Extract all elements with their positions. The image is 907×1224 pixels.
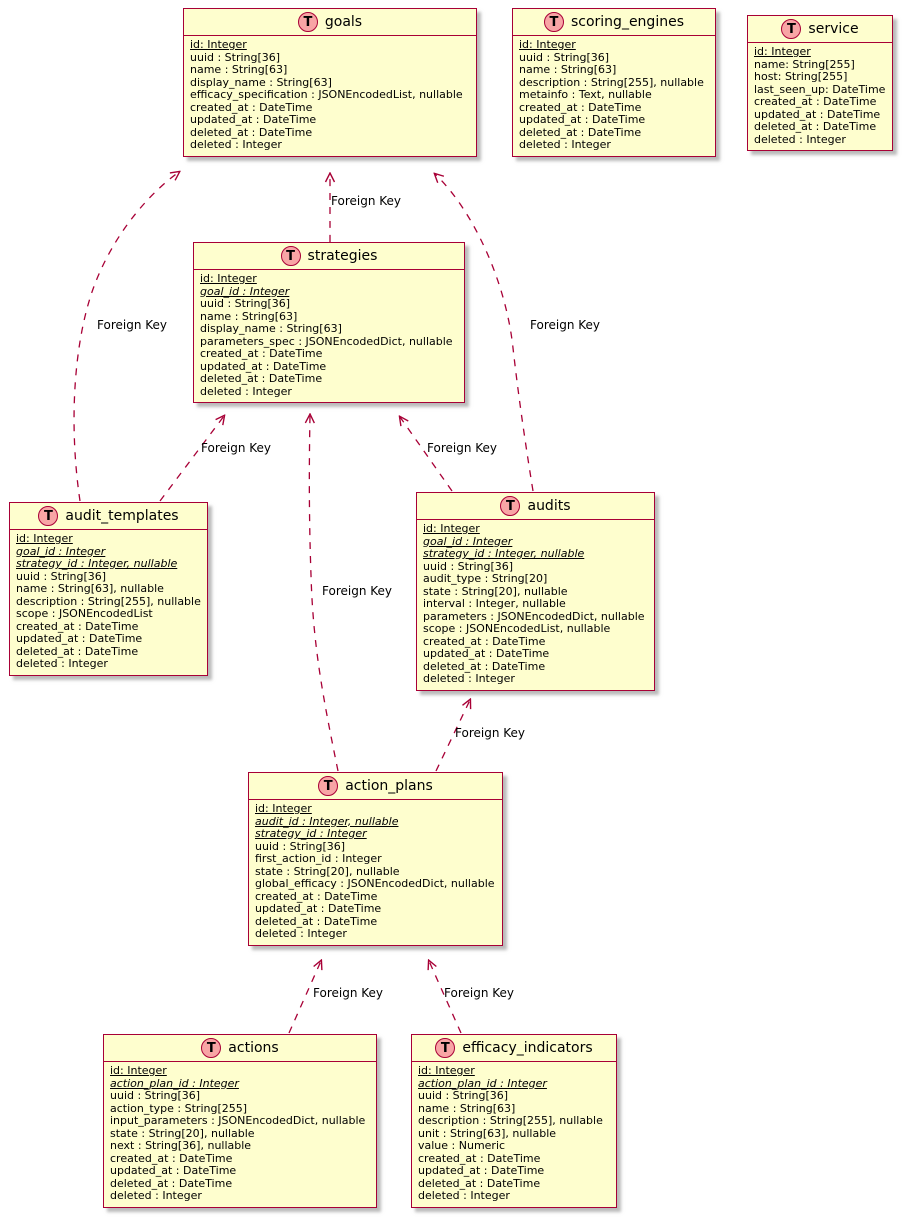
attribute-row-plain: deleted_at : DateTime: [200, 372, 323, 385]
table-efficacy_indicators: [411, 1034, 617, 1208]
attribute-row-plain: deleted_at : DateTime: [423, 659, 546, 673]
attribute-row-plain: deleted : Integer: [423, 672, 515, 685]
attribute-row-plain: updated_at : DateTime: [110, 1164, 237, 1177]
table-header: [194, 243, 464, 270]
attribute-row-plain: deleted : Integer: [519, 138, 611, 151]
attribute-row-plain: uuid : String[36]: [190, 50, 281, 64]
attribute-row-plain: last_seen_up: DateTime: [754, 82, 886, 96]
edge-label-efficacy_indicators-action_plans: Foreign Key: [444, 986, 514, 1000]
table-header: [412, 1035, 616, 1062]
attribute-row-plain: deleted_at : DateTime: [16, 644, 139, 658]
edge-label-action_plans-audits: Foreign Key: [455, 726, 525, 740]
attribute-row-plain: next : String[36], nullable: [110, 1139, 252, 1152]
attribute-row-plain: name: String[255]: [754, 57, 855, 71]
attribute-row-plain: created_at : DateTime: [423, 634, 546, 648]
attribute-row-plain: created_at : DateTime: [519, 100, 642, 114]
attribute-row-plain: uuid : String[36]: [255, 839, 346, 853]
attribute-row-fk: audit_id : Integer, nullable: [255, 814, 399, 828]
table-header: [184, 9, 476, 36]
attribute-row-fk: goal_id : Integer: [16, 544, 106, 558]
table-body: [412, 1062, 616, 1207]
table-title: audit_templates: [65, 508, 179, 524]
attribute-row-pk: id: Integer: [519, 38, 576, 51]
attribute-row-pk: id: Integer: [754, 45, 811, 58]
table-body: [748, 43, 892, 150]
table-header: [10, 503, 207, 530]
table-body: [249, 800, 502, 945]
attribute-row-plain: updated_at : DateTime: [423, 647, 550, 660]
table-header: [417, 493, 654, 520]
attribute-row-fk: action_plan_id : Integer: [418, 1076, 547, 1090]
attribute-row-plain: updated_at : DateTime: [418, 1164, 545, 1177]
attribute-row-plain: input_parameters : JSONEncodedDict, nullable: [110, 1114, 366, 1127]
attribute-row-plain: interval : Integer, nullable: [423, 597, 566, 610]
table-icon: T: [318, 776, 338, 796]
edge-label-actions-action_plans: Foreign Key: [313, 986, 383, 1000]
table-icon: T: [781, 19, 801, 39]
attribute-row-plain: deleted_at : DateTime: [754, 120, 877, 133]
attribute-row-plain: host: String[255]: [754, 70, 848, 83]
table-header: [249, 773, 502, 800]
attribute-row-plain: deleted_at : DateTime: [255, 914, 378, 928]
attribute-row-plain: parameters_spec : JSONEncodedDict, nullable: [200, 334, 453, 348]
attribute-row-plain: metainfo : Text, nullable: [519, 88, 652, 101]
attribute-row-plain: description : String[255], nullable: [16, 594, 201, 608]
attribute-row-plain: display_name : String[63]: [190, 75, 332, 89]
table-strategies: [193, 242, 465, 403]
table-title: actions: [228, 1040, 279, 1056]
edge-label-audits-goals: Foreign Key: [530, 318, 600, 332]
attribute-row-plain: deleted : Integer: [255, 927, 347, 940]
attribute-row-plain: global_efficacy : JSONEncodedDict, nullable: [255, 877, 495, 890]
table-title: efficacy_indicators: [462, 1040, 593, 1056]
attribute-row-plain: deleted : Integer: [754, 132, 846, 146]
attribute-row-pk: id: Integer: [110, 1064, 167, 1077]
attribute-row-plain: updated_at : DateTime: [200, 359, 327, 373]
attribute-row-plain: updated_at : DateTime: [519, 113, 646, 126]
table-audits: [416, 492, 655, 691]
attribute-row-plain: state : String[20], nullable: [255, 864, 400, 878]
table-icon: T: [544, 12, 564, 32]
attribute-row-plain: parameters : JSONEncodedDict, nullable: [423, 609, 645, 623]
table-icon: T: [38, 506, 58, 526]
table-body: [194, 270, 464, 402]
attribute-row-pk: id: Integer: [418, 1064, 475, 1077]
attribute-row-plain: deleted_at : DateTime: [110, 1176, 233, 1190]
attribute-row-plain: name : String[63]: [418, 1101, 516, 1115]
attribute-row-plain: action_type : String[255]: [110, 1101, 248, 1115]
table-title: service: [808, 21, 859, 37]
attribute-row-plain: first_action_id : Integer: [255, 852, 382, 865]
attribute-row-plain: uuid : String[36]: [519, 50, 610, 64]
attribute-row-plain: deleted : Integer: [200, 384, 292, 398]
attribute-row-plain: name : String[63], nullable: [16, 582, 164, 595]
attribute-row-plain: uuid : String[36]: [200, 297, 291, 310]
attribute-row-plain: created_at : DateTime: [255, 889, 378, 903]
attribute-row-plain: updated_at : DateTime: [255, 902, 382, 915]
attribute-row-plain: deleted : Integer: [16, 657, 108, 670]
table-title: scoring_engines: [570, 14, 684, 30]
attribute-row-plain: audit_type : String[20]: [423, 572, 548, 585]
table-body: [184, 36, 476, 156]
attribute-row-fk: strategy_id : Integer, nullable: [423, 547, 585, 560]
attribute-row-plain: state : String[20], nullable: [423, 584, 568, 598]
edge-audit_templates-goals-arrow: [74, 172, 179, 501]
attribute-row-plain: created_at : DateTime: [16, 619, 139, 633]
table-body: [513, 36, 715, 156]
attribute-row-plain: deleted : Integer: [418, 1189, 510, 1202]
attribute-row-fk: goal_id : Integer: [200, 284, 290, 298]
attribute-row-plain: created_at : DateTime: [200, 347, 323, 360]
attribute-row-plain: description : String[255], nullable: [519, 75, 704, 89]
attribute-row-fk: goal_id : Integer: [423, 534, 513, 548]
table-header: [513, 9, 715, 36]
edge-label-audits-strategies: Foreign Key: [427, 441, 497, 455]
edge-label-action_plans-strategies: Foreign Key: [322, 584, 392, 598]
attribute-row-plain: description : String[255], nullable: [418, 1114, 603, 1127]
attribute-row-pk: id: Integer: [190, 38, 247, 51]
attribute-row-plain: name : String[63]: [200, 309, 298, 323]
table-icon: T: [281, 246, 301, 266]
attribute-row-plain: deleted : Integer: [110, 1189, 202, 1202]
table-title: goals: [324, 14, 363, 30]
table-body: [417, 520, 654, 690]
attribute-row-fk: strategy_id : Integer, nullable: [16, 557, 178, 570]
attribute-row-pk: id: Integer: [16, 532, 73, 545]
attribute-row-plain: scope : JSONEncodedList: [16, 607, 153, 620]
attribute-row-fk: action_plan_id : Integer: [110, 1076, 239, 1090]
table-body: [104, 1062, 376, 1207]
table-scoring_engines: [512, 8, 716, 157]
table-title: action_plans: [345, 778, 433, 794]
attribute-row-plain: scope : JSONEncodedList, nullable: [423, 622, 611, 635]
attribute-row-plain: created_at : DateTime: [110, 1151, 233, 1165]
attribute-row-plain: uuid : String[36]: [110, 1089, 201, 1102]
attribute-row-plain: uuid : String[36]: [423, 559, 514, 573]
table-icon: T: [201, 1038, 221, 1058]
attribute-row-plain: name : String[63]: [519, 63, 617, 76]
table-goals: [183, 8, 477, 157]
attribute-row-pk: id: Integer: [255, 802, 312, 815]
edge-label-audit_templates-goals: Foreign Key: [97, 318, 167, 332]
table-icon: T: [500, 496, 520, 516]
attribute-row-plain: deleted_at : DateTime: [519, 125, 642, 139]
table-header: [104, 1035, 376, 1062]
edge-label-strategies-goals: Foreign Key: [331, 194, 401, 208]
attribute-row-plain: created_at : DateTime: [754, 95, 877, 108]
attribute-row-plain: state : String[20], nullable: [110, 1126, 255, 1140]
edge-audit_templates-strategies-arrow: [160, 416, 224, 501]
edge-label-audit_templates-strategies: Foreign Key: [201, 441, 271, 455]
table-actions: [103, 1034, 377, 1208]
table-icon: T: [298, 12, 318, 32]
attribute-row-plain: updated_at : DateTime: [754, 107, 881, 121]
attribute-row-plain: name : String[63]: [190, 63, 288, 76]
table-action_plans: [248, 772, 503, 946]
table-title: audits: [527, 498, 571, 514]
attribute-row-plain: display_name : String[63]: [200, 322, 342, 335]
attribute-row-plain: deleted : Integer: [190, 138, 282, 151]
attribute-row-plain: deleted_at : DateTime: [190, 125, 313, 139]
attribute-row-fk: strategy_id : Integer: [255, 827, 367, 840]
attribute-row-plain: updated_at : DateTime: [190, 113, 317, 126]
attribute-row-plain: uuid : String[36]: [418, 1089, 509, 1102]
attribute-row-pk: id: Integer: [200, 272, 257, 285]
table-service: [747, 15, 893, 151]
table-title: strategies: [307, 248, 378, 264]
table-icon: T: [435, 1038, 455, 1058]
attribute-row-pk: id: Integer: [423, 522, 480, 535]
attribute-row-plain: uuid : String[36]: [16, 569, 107, 583]
attribute-row-plain: created_at : DateTime: [190, 100, 313, 114]
attribute-row-plain: created_at : DateTime: [418, 1151, 541, 1165]
table-audit_templates: [9, 502, 208, 676]
attribute-row-plain: updated_at : DateTime: [16, 632, 143, 645]
attribute-row-plain: value : Numeric: [418, 1139, 506, 1152]
attribute-row-plain: unit : String[63], nullable: [418, 1126, 557, 1140]
attribute-row-plain: deleted_at : DateTime: [418, 1176, 541, 1190]
attribute-row-plain: efficacy_specification : JSONEncodedList, nullable: [190, 88, 463, 101]
table-body: [10, 530, 207, 675]
table-header: [748, 16, 892, 43]
